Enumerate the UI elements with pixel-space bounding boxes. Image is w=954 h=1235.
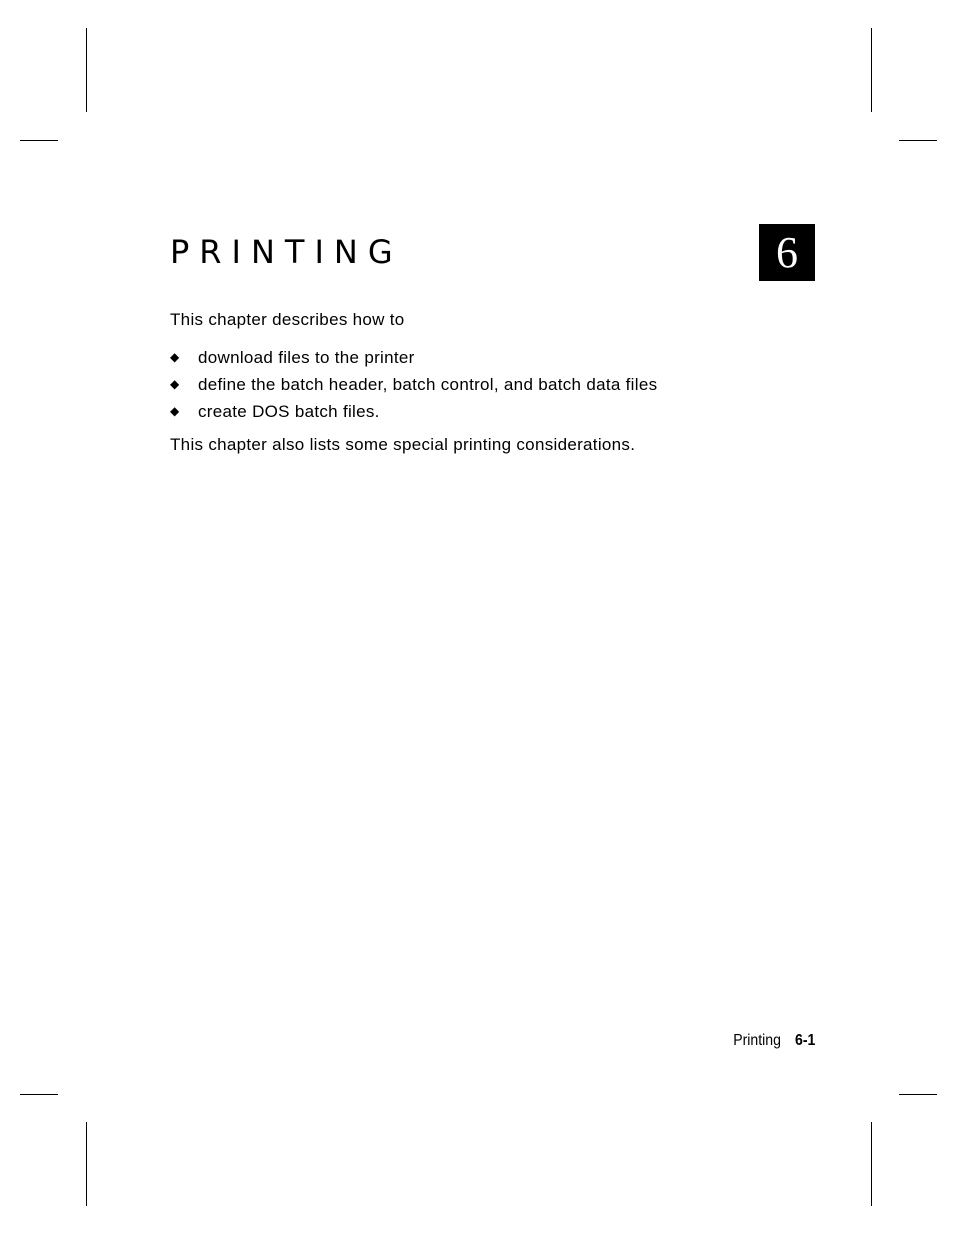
crop-mark-top-right-vertical <box>871 28 872 112</box>
page-footer <box>733 1031 815 1051</box>
bullet-list <box>170 344 657 425</box>
list-item <box>170 371 657 398</box>
diamond-bullet-icon: ◆ <box>170 404 180 418</box>
list-item <box>170 398 657 425</box>
crop-mark-bottom-left-vertical <box>86 1122 87 1206</box>
list-item-text: download files to the printer <box>198 347 415 367</box>
crop-mark-bottom-right-vertical <box>871 1122 872 1206</box>
footer-section-name: Printing <box>732 1032 781 1049</box>
crop-mark-top-right-horizontal <box>899 140 937 141</box>
intro-paragraph: This chapter describes how to <box>170 310 405 329</box>
crop-mark-bottom-right-horizontal <box>899 1094 937 1095</box>
crop-mark-top-left-horizontal <box>20 140 58 141</box>
list-item <box>170 344 657 371</box>
crop-mark-top-left-vertical <box>86 28 87 112</box>
chapter-number-tab: 6 <box>759 224 815 281</box>
crop-mark-bottom-left-horizontal <box>20 1094 58 1095</box>
diamond-bullet-icon: ◆ <box>170 377 180 391</box>
chapter-title: PRINTING <box>170 233 403 271</box>
diamond-bullet-icon: ◆ <box>170 350 180 364</box>
list-item-text: create DOS batch files. <box>198 401 380 421</box>
outro-paragraph: This chapter also lists some special printing considerations. <box>170 435 636 454</box>
list-item-text: define the batch header, batch control, and batch data files <box>198 374 658 394</box>
page-number: 6-1 <box>794 1032 815 1049</box>
